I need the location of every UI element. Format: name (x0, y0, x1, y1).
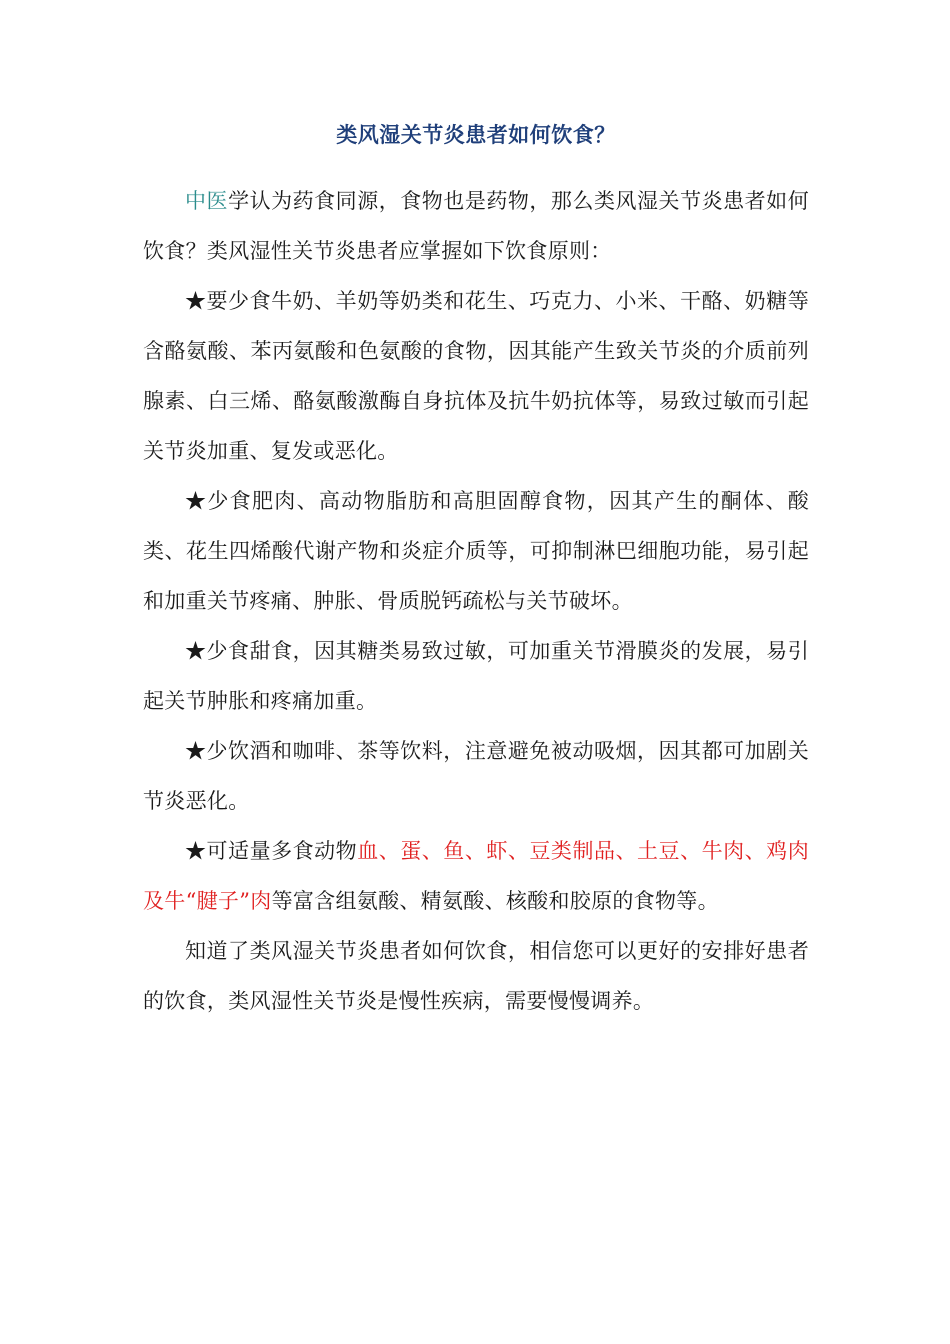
rule-paragraph-3: ★少食甜食，因其糖类易致过敏，可加重关节滑膜炎的发展，易引起关节肿胀和疼痛加重。 (143, 639, 809, 713)
recommended-foods: 血、蛋、鱼、虾、豆类制品、土豆、牛肉、鸡肉及牛“腱子”肉 (143, 839, 809, 913)
rule-paragraph-5 (143, 826, 809, 926)
document-title: 类风湿关节炎患者如何饮食？ (336, 123, 616, 147)
intro-text: 学认为药食同源，食物也是药物，那么类风湿关节炎患者如何饮食？类风湿性关节炎患者应掌握如下饮食原则： (143, 189, 809, 263)
rule-5-suffix: 等富含组氨酸、精氨酸、核酸和胶原的食物等。 (271, 889, 719, 913)
document-page (143, 110, 809, 1026)
conclusion-paragraph: 知道了类风湿关节炎患者如何饮食，相信您可以更好的安排好患者的饮食，类风湿性关节炎是慢性疾病，需要慢慢调养。 (143, 939, 809, 1013)
rule-5-prefix: ★可适量多食动物 (185, 839, 358, 863)
rule-paragraph-1: ★要少食牛奶、羊奶等奶类和花生、巧克力、小米、干酪、奶糖等含酪氨酸、苯丙氨酸和色氨酸的食物，因其能产生致关节炎的介质前列腺素、白三烯、酪氨酸激酶自身抗体及抗牛奶抗体等，易致过敏而引起关节炎加重、复发或恶化。 (143, 289, 809, 463)
rule-paragraph-4: ★少饮酒和咖啡、茶等饮料，注意避免被动吸烟，因其都可加剧关节炎恶化。 (143, 739, 809, 813)
rule-paragraph-2: ★少食肥肉、高动物脂肪和高胆固醇食物，因其产生的酮体、酸类、花生四烯酸代谢产物和炎症介质等，可抑制淋巴细胞功能，易引起和加重关节疼痛、肿胀、骨质脱钙疏松与关节破坏。 (143, 489, 809, 613)
intro-paragraph (143, 176, 809, 276)
tcm-link[interactable]: 中医 (185, 189, 229, 213)
